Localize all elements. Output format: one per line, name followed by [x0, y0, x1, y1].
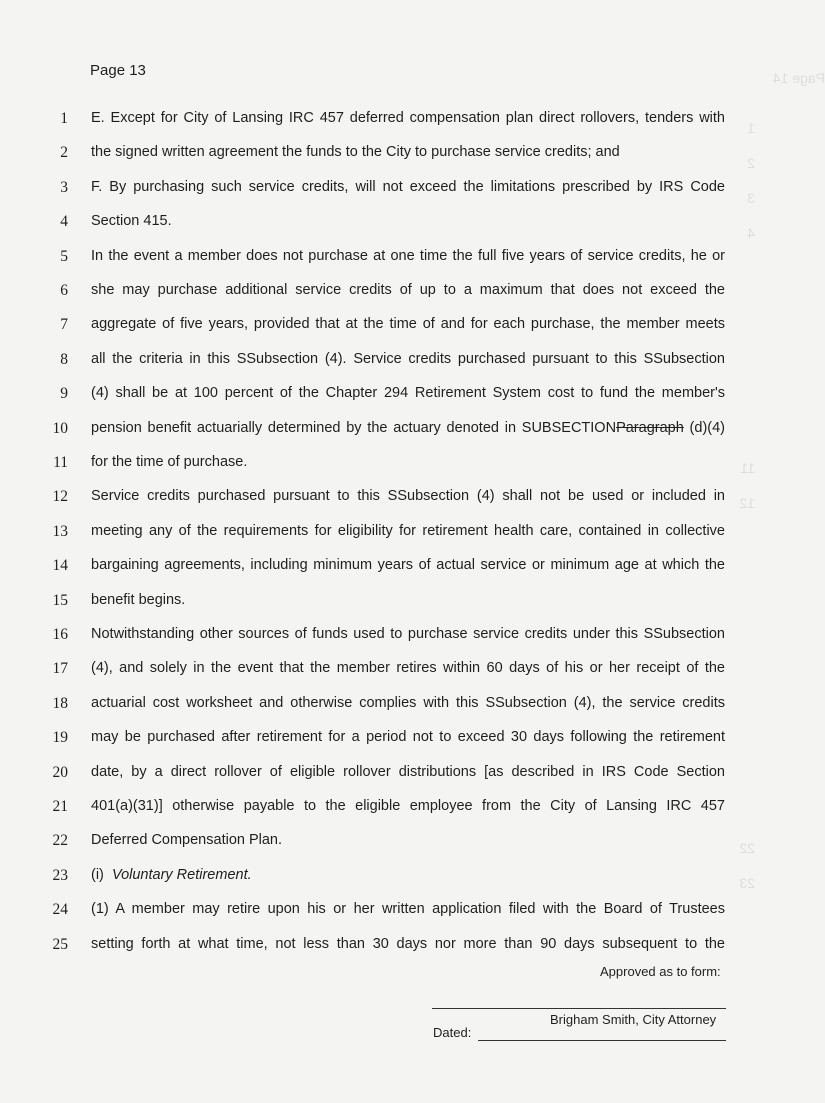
line-text: bargaining agreements, including minimum years of actual service or minimum age at which the [91, 557, 725, 574]
line-text: actuarial cost worksheet and otherwise complies with this SSubsection (4), the service credits [91, 694, 725, 711]
line-text: meeting any of the requirements for eligibility for retirement health care, contained in collective [91, 522, 725, 539]
line-text-segment: (i) [91, 866, 112, 883]
line-text: F. By purchasing such service credits, will not exceed the limitations prescribed by IRS Code [91, 178, 725, 195]
line-text: benefit begins. [91, 591, 186, 608]
line-number: 25 [52, 935, 68, 953]
line-text: Service credits purchased pursuant to this SSubsection (4) shall not be used or included in [91, 488, 725, 505]
line-number: 19 [52, 729, 68, 747]
line-number: 18 [52, 694, 68, 712]
line-number: 8 [60, 350, 68, 368]
text-line [0, 205, 825, 239]
line-number: 2 [60, 144, 68, 162]
line-text: 401(a)(31)] otherwise payable to the eligible employee from the City of Lansing IRC 457 [91, 798, 725, 814]
line-number: 20 [52, 763, 68, 781]
line-number: 7 [60, 316, 68, 334]
line-number: 5 [60, 247, 68, 265]
text-line [0, 171, 825, 205]
line-number: 22 [52, 832, 68, 850]
line-number: 10 [52, 419, 68, 437]
line-text: she may purchase additional service credits of up to a maximum that does not exceed the [91, 282, 725, 298]
line-number: 9 [60, 385, 68, 403]
line-text: Notwithstanding other sources of funds used to purchase service credits under this SSubsection [91, 626, 725, 642]
bleed-through-reverse-page: Page 14 1 2 3 4 11 12 22 23 [739, 70, 825, 891]
text-line [0, 446, 825, 480]
line-text: Section 415. [91, 213, 172, 230]
text-line [0, 687, 825, 721]
dated-label: Dated: [433, 1025, 472, 1040]
approval-label: Approved as to form: [600, 964, 721, 979]
date-line [478, 1040, 726, 1041]
text-line [0, 102, 825, 136]
text-line [0, 412, 825, 446]
text-line [0, 790, 825, 824]
text-line [0, 824, 825, 858]
line-text: all the criteria in this SSubsection (4). Service credits purchased pursuant to this SSubsection [91, 350, 725, 367]
line-text: the signed written agreement the funds to the City to purchase service credits; and [91, 144, 620, 161]
section-heading: Voluntary Retirement. [111, 866, 252, 883]
line-number: 1 [60, 110, 68, 127]
line-number: 16 [52, 626, 68, 643]
line-number: 21 [52, 798, 68, 815]
text-line [0, 240, 825, 274]
line-text: setting forth at what time, not less than 30 days nor more than 90 days subsequent to the [91, 935, 725, 952]
line-text: E. Except for City of Lansing IRC 457 deferred compensation plan direct rollovers, tenders with [91, 110, 725, 126]
text-line [0, 274, 825, 308]
text-line [0, 549, 825, 583]
line-number: 13 [52, 522, 68, 540]
line-number: 11 [53, 454, 68, 471]
text-line [0, 377, 825, 411]
page-number: Page 13 [90, 62, 146, 79]
line-number: 4 [60, 213, 68, 231]
text-line [0, 859, 825, 893]
line-number: 15 [52, 591, 68, 609]
text-line [0, 928, 825, 962]
line-number: 24 [52, 901, 68, 919]
line-text: for the time of purchase. [91, 454, 248, 470]
line-number: 14 [52, 557, 68, 575]
line-text-segment: pension benefit actuarially determined by the actuary denoted in SUBSECTION [91, 419, 617, 436]
signature-line [432, 1008, 726, 1009]
line-text: may be purchased after retirement for a period not to exceed 30 days following the retirement [91, 729, 725, 746]
line-number: 23 [52, 866, 68, 884]
line-text [91, 867, 725, 883]
line-number: 12 [52, 488, 68, 506]
line-text-segment: (d)(4) [683, 419, 725, 436]
text-line [0, 893, 825, 927]
text-line [0, 652, 825, 686]
signer-name: Brigham Smith, City Attorney [550, 1012, 717, 1027]
text-line [0, 756, 825, 790]
line-text: date, by a direct rollover of eligible rollover distributions [as described in IRS Code Section [91, 763, 725, 780]
line-number: 6 [60, 282, 68, 299]
text-line [0, 343, 825, 377]
text-line [0, 515, 825, 549]
text-line [0, 584, 825, 618]
line-text: aggregate of five years, provided that at the time of and for each purchase, the member meets [91, 316, 725, 333]
line-text [91, 420, 725, 436]
line-text: (4), and solely in the event that the member retires within 60 days of his or her receipt of the [91, 660, 725, 677]
line-text: (1) A member may retire upon his or her written application filed with the Board of Trustees [91, 901, 725, 918]
line-text: (4) shall be at 100 percent of the Chapter 294 Retirement System cost to fund the member's [91, 385, 725, 402]
line-number: 3 [60, 178, 68, 196]
text-line [0, 721, 825, 755]
struck-text: Paragraph [616, 419, 684, 436]
text-line [0, 480, 825, 514]
line-text: In the event a member does not purchase at one time the full five years of service credits, he or [91, 247, 725, 264]
line-number: 17 [52, 660, 68, 678]
text-line [0, 308, 825, 342]
line-text: Deferred Compensation Plan. [91, 832, 283, 849]
text-line [0, 618, 825, 652]
text-line [0, 136, 825, 170]
